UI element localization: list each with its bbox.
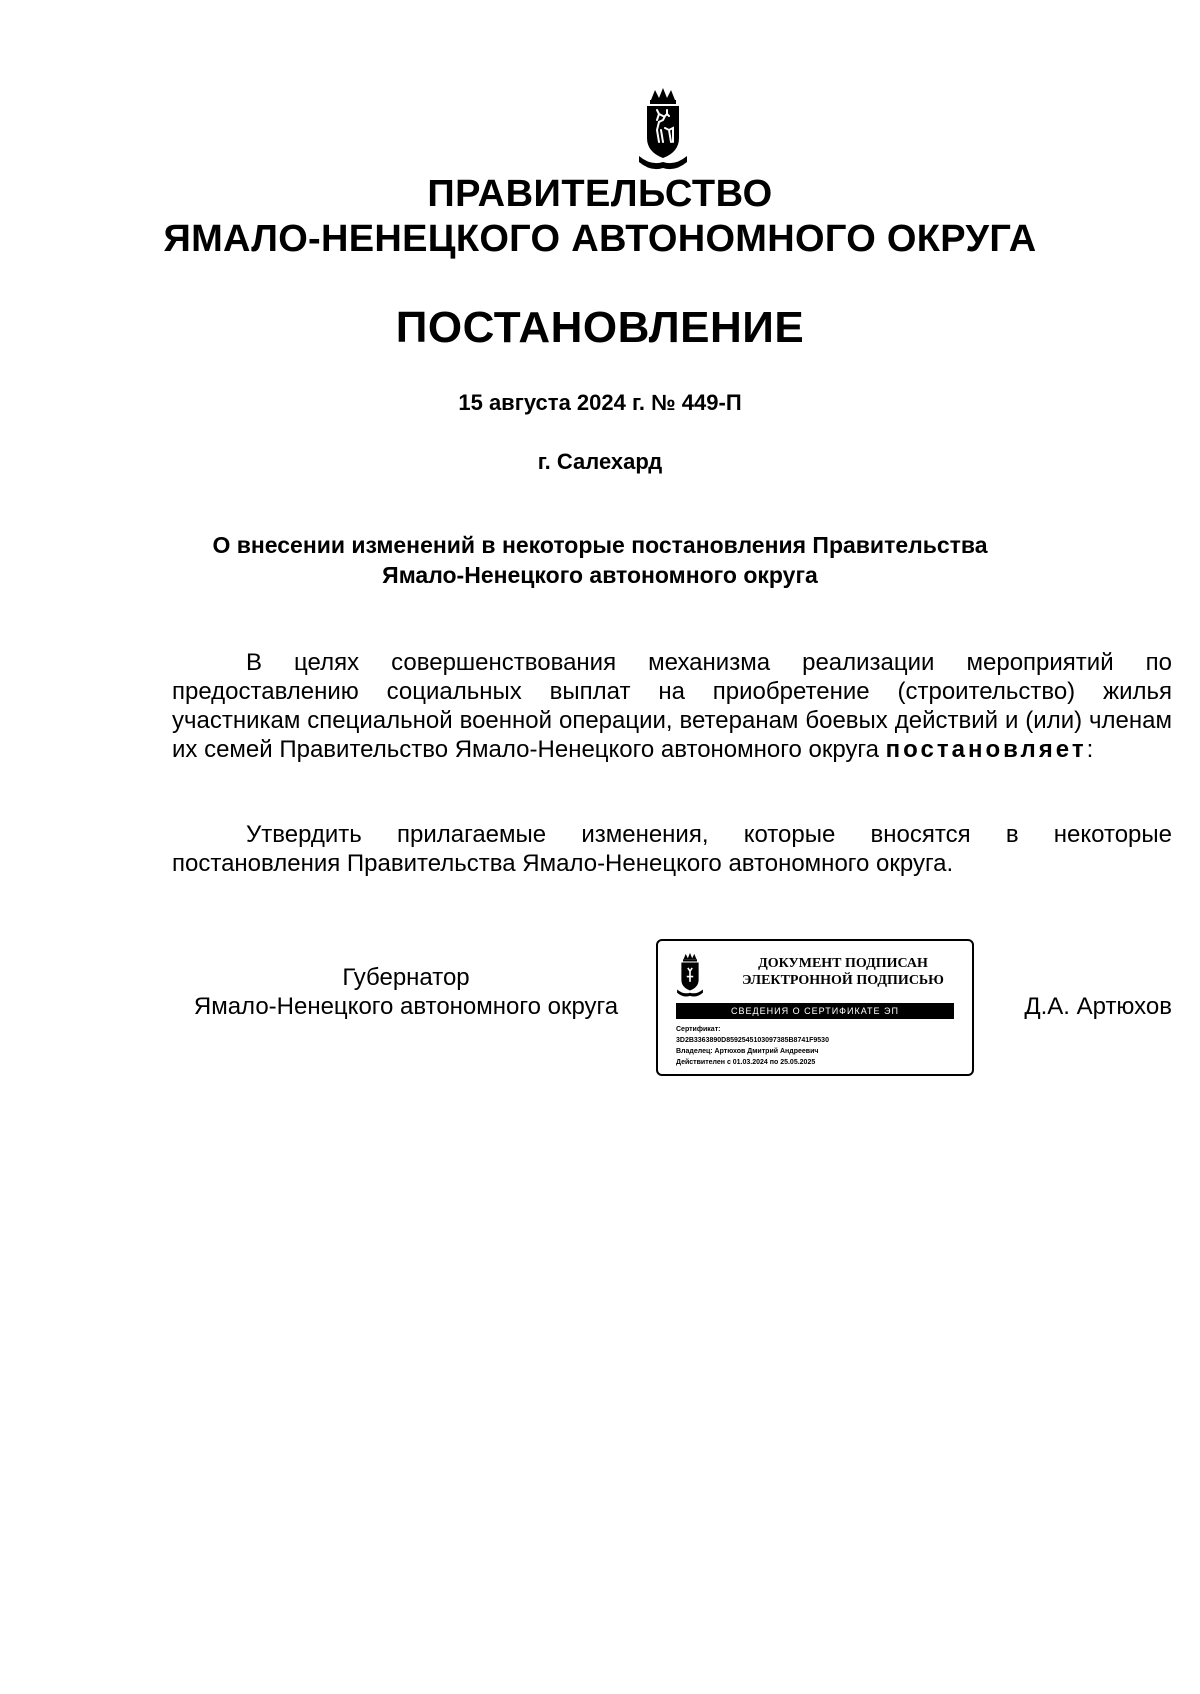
stamp-certificate-info — [676, 1024, 966, 1068]
document-date-number: 15 августа 2024 г. № 449-П — [458, 390, 742, 415]
paragraph1-end: : — [1086, 736, 1094, 763]
certificate-value: 3D2B3363890D8592545103097385B8741F9530 — [676, 1037, 829, 1044]
stamp-title-line1: ДОКУМЕНТ ПОДПИСАН — [758, 956, 928, 971]
stamp-title-line2: ЭЛЕКТРОННОЙ ПОДПИСЬЮ — [742, 973, 944, 988]
government-name-line1: ПРАВИТЕЛЬСТВО — [427, 173, 773, 215]
coat-of-arms-icon — [637, 86, 689, 176]
certificate-label: Сертификат: — [676, 1026, 721, 1033]
coat-of-arms-icon — [676, 951, 704, 1001]
paragraph1-text: В целях совершенствования механизма реализации мероприятий по предоставлению социальных выплат на приобретение (строительство) жилья участникам специальной военной операции, ветеранам боевых действий и (или) членам их семей Правительство Ямало-Ненецкого автономного округа — [172, 649, 1172, 763]
government-name-line2: ЯМАЛО-НЕНЕЦКОГО АВТОНОМНОГО ОКРУГА — [163, 218, 1037, 260]
document-type: ПОСТАНОВЛЕНИЕ — [395, 303, 805, 352]
stamp-certificate-bar: СВЕДЕНИЯ О СЕРТИФИКАТЕ ЭП — [676, 1003, 954, 1019]
signer-position-line1: Губернатор — [342, 964, 470, 991]
signer-position — [172, 963, 640, 1021]
body-paragraph-1 — [172, 648, 1172, 764]
document-city: г. Салехард — [537, 449, 663, 474]
certificate-validity: Действителен с 01.03.2024 по 25.05.2025 — [676, 1059, 816, 1066]
signer-position-line2: Ямало-Ненецкого автономного округа — [193, 993, 619, 1020]
stamp-title — [718, 955, 968, 989]
body-paragraph-2 — [172, 820, 1172, 878]
certificate-owner: Владелец: Артюхов Дмитрий Андреевич — [676, 1048, 819, 1055]
paragraph1-keyword: постановляет — [885, 736, 1087, 763]
subject-line1: О внесении изменений в некоторые постановления Правительства — [212, 532, 988, 558]
paragraph2-text: Утвердить прилагаемые изменения, которые вносятся в некоторые постановления Правительства Ямало-Ненецкого автономного округа. — [172, 821, 1172, 877]
signer-name: Д.А. Артюхов — [1024, 993, 1172, 1020]
electronic-signature-stamp — [656, 939, 974, 1076]
document-subject — [0, 530, 1200, 590]
subject-line2: Ямало-Ненецкого автономного округа — [382, 562, 818, 588]
